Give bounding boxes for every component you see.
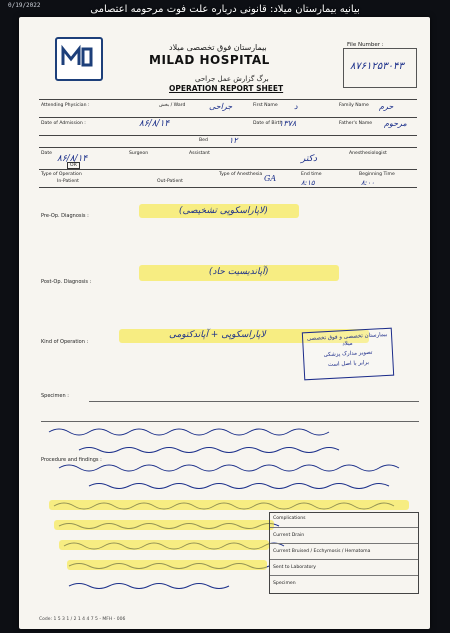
surgeon-value: دکتر: [301, 154, 317, 164]
dob-label: Date of Birth: [253, 121, 283, 126]
ward-value: جراحی: [209, 102, 233, 111]
surgeon-label: Surgeon: [129, 151, 149, 156]
video-overlay-title: بیانیه بیمارستان میلاد: قانونی درباره علت فوت مرحومه اعتصامی: [90, 4, 360, 15]
hospital-logo: [55, 37, 103, 81]
document-header: [19, 17, 430, 107]
stamp-line-3: برابر با اصل است: [327, 359, 370, 369]
operation-report-document: [19, 17, 430, 629]
grid-row-2: [39, 117, 417, 136]
attending-physician-label: Attending Physician :: [41, 103, 90, 108]
ward-label: بخش / Ward: [159, 103, 186, 108]
cb-row-4-label: Specimen: [273, 581, 296, 586]
cb-row-4: [270, 575, 418, 592]
cb-row-1-label: Current Drain: [273, 533, 305, 538]
bed-value: ۱۲: [229, 136, 238, 145]
first-name-label: First Name: [253, 103, 278, 108]
complications-label: Complications: [273, 516, 306, 521]
cb-row-1: [270, 527, 418, 544]
specimen-line: [89, 401, 419, 402]
specimen-label: Specimen :: [41, 393, 69, 399]
grid-row-end: [39, 187, 417, 188]
in-patient-label: In-Patient: [57, 179, 79, 184]
cb-row-2: [270, 543, 418, 560]
grid-row-1: [39, 99, 417, 118]
grid-row-5: [39, 169, 417, 188]
form-title-en: OPERATION REPORT SHEET: [169, 84, 284, 93]
file-number-box: [343, 48, 417, 88]
family-name-value: حرم: [379, 102, 394, 111]
cb-row-2-label: Current Bruised / Ecchymosis / Hematoma: [273, 549, 371, 554]
start-time-label: Beginning Time: [359, 172, 395, 177]
stamp-line-2: تصویر مدارک پزشکی: [323, 349, 373, 359]
pre-diagnosis-label: Pre-Op. Diagnosis :: [41, 213, 89, 219]
pre-diagnosis-value: (لاپاراسکوپی تشخیصی): [179, 206, 268, 216]
post-diagnosis-value: (آپاندیسیت حاد): [209, 267, 269, 277]
file-number-label: File Number :: [347, 42, 384, 48]
start-time-value: ۸:۰۰: [361, 179, 375, 187]
assistant-label: Assistant: [189, 151, 210, 156]
date-value: ۸۶/۸/۱۴: [57, 154, 88, 164]
dob-value: ۱۳۷۸: [279, 119, 297, 128]
type-of-op-label: Type of Operation: [41, 172, 82, 177]
hospital-name-en: MILAD HOSPITAL: [149, 53, 270, 67]
cb-row-3-label: Sent to Laboratory: [273, 565, 317, 570]
kind-of-op-label: Kind of Operation :: [41, 339, 89, 345]
fathers-name-value: مرحوم: [384, 119, 407, 128]
anesthesia-label: Type of Anesthesia: [219, 172, 263, 177]
anesthesiologist-label: Anesthesiologist: [349, 151, 387, 156]
cb-row-3: [270, 559, 418, 576]
family-name-label: Family Name: [339, 103, 369, 108]
admission-value: ۸۶/۸/۱۴: [139, 119, 170, 129]
form-footer-code: Code: 1 5 3 1 / 2 1 4 4 7 5 - MFH - 006: [39, 617, 126, 622]
bed-label: Bed: [199, 138, 208, 143]
admission-label: Date of Admission :: [41, 121, 86, 126]
hospital-name-fa: بیمارستان فوق تخصصی میلاد: [169, 43, 267, 52]
form-title-fa: برگ گزارش عمل جراحی: [195, 75, 269, 83]
end-time-label: End time: [301, 172, 322, 177]
or-tag: OR: [67, 162, 80, 169]
top-date-stamp: 0/19/2022: [8, 2, 41, 9]
complications-checkbox-table: [269, 512, 419, 594]
procedure-label: Procedure and findings :: [41, 457, 102, 463]
grid-row-4: [39, 147, 417, 170]
first-name-value: د: [294, 102, 298, 111]
fathers-name-label: Father's Name: [339, 121, 373, 126]
anesthesia-value: GA: [264, 174, 277, 183]
post-diagnosis-label: Post-Op. Diagnosis :: [41, 279, 92, 285]
kind-of-op-value: لاپاراسکوپی + آپاندکتومی: [169, 330, 266, 340]
file-number-value: ۸۷۶۱۲۵۳۰۴۳: [350, 61, 404, 72]
end-time-value: ۸:۱۵: [301, 179, 315, 187]
out-patient-label: Out-Patient: [157, 179, 183, 184]
stamp-line-1: بیمارستان تخصصی و فوق تخصصی میلاد: [306, 331, 388, 348]
date-label: Date: [41, 151, 52, 156]
certified-copy-stamp: [302, 328, 394, 381]
